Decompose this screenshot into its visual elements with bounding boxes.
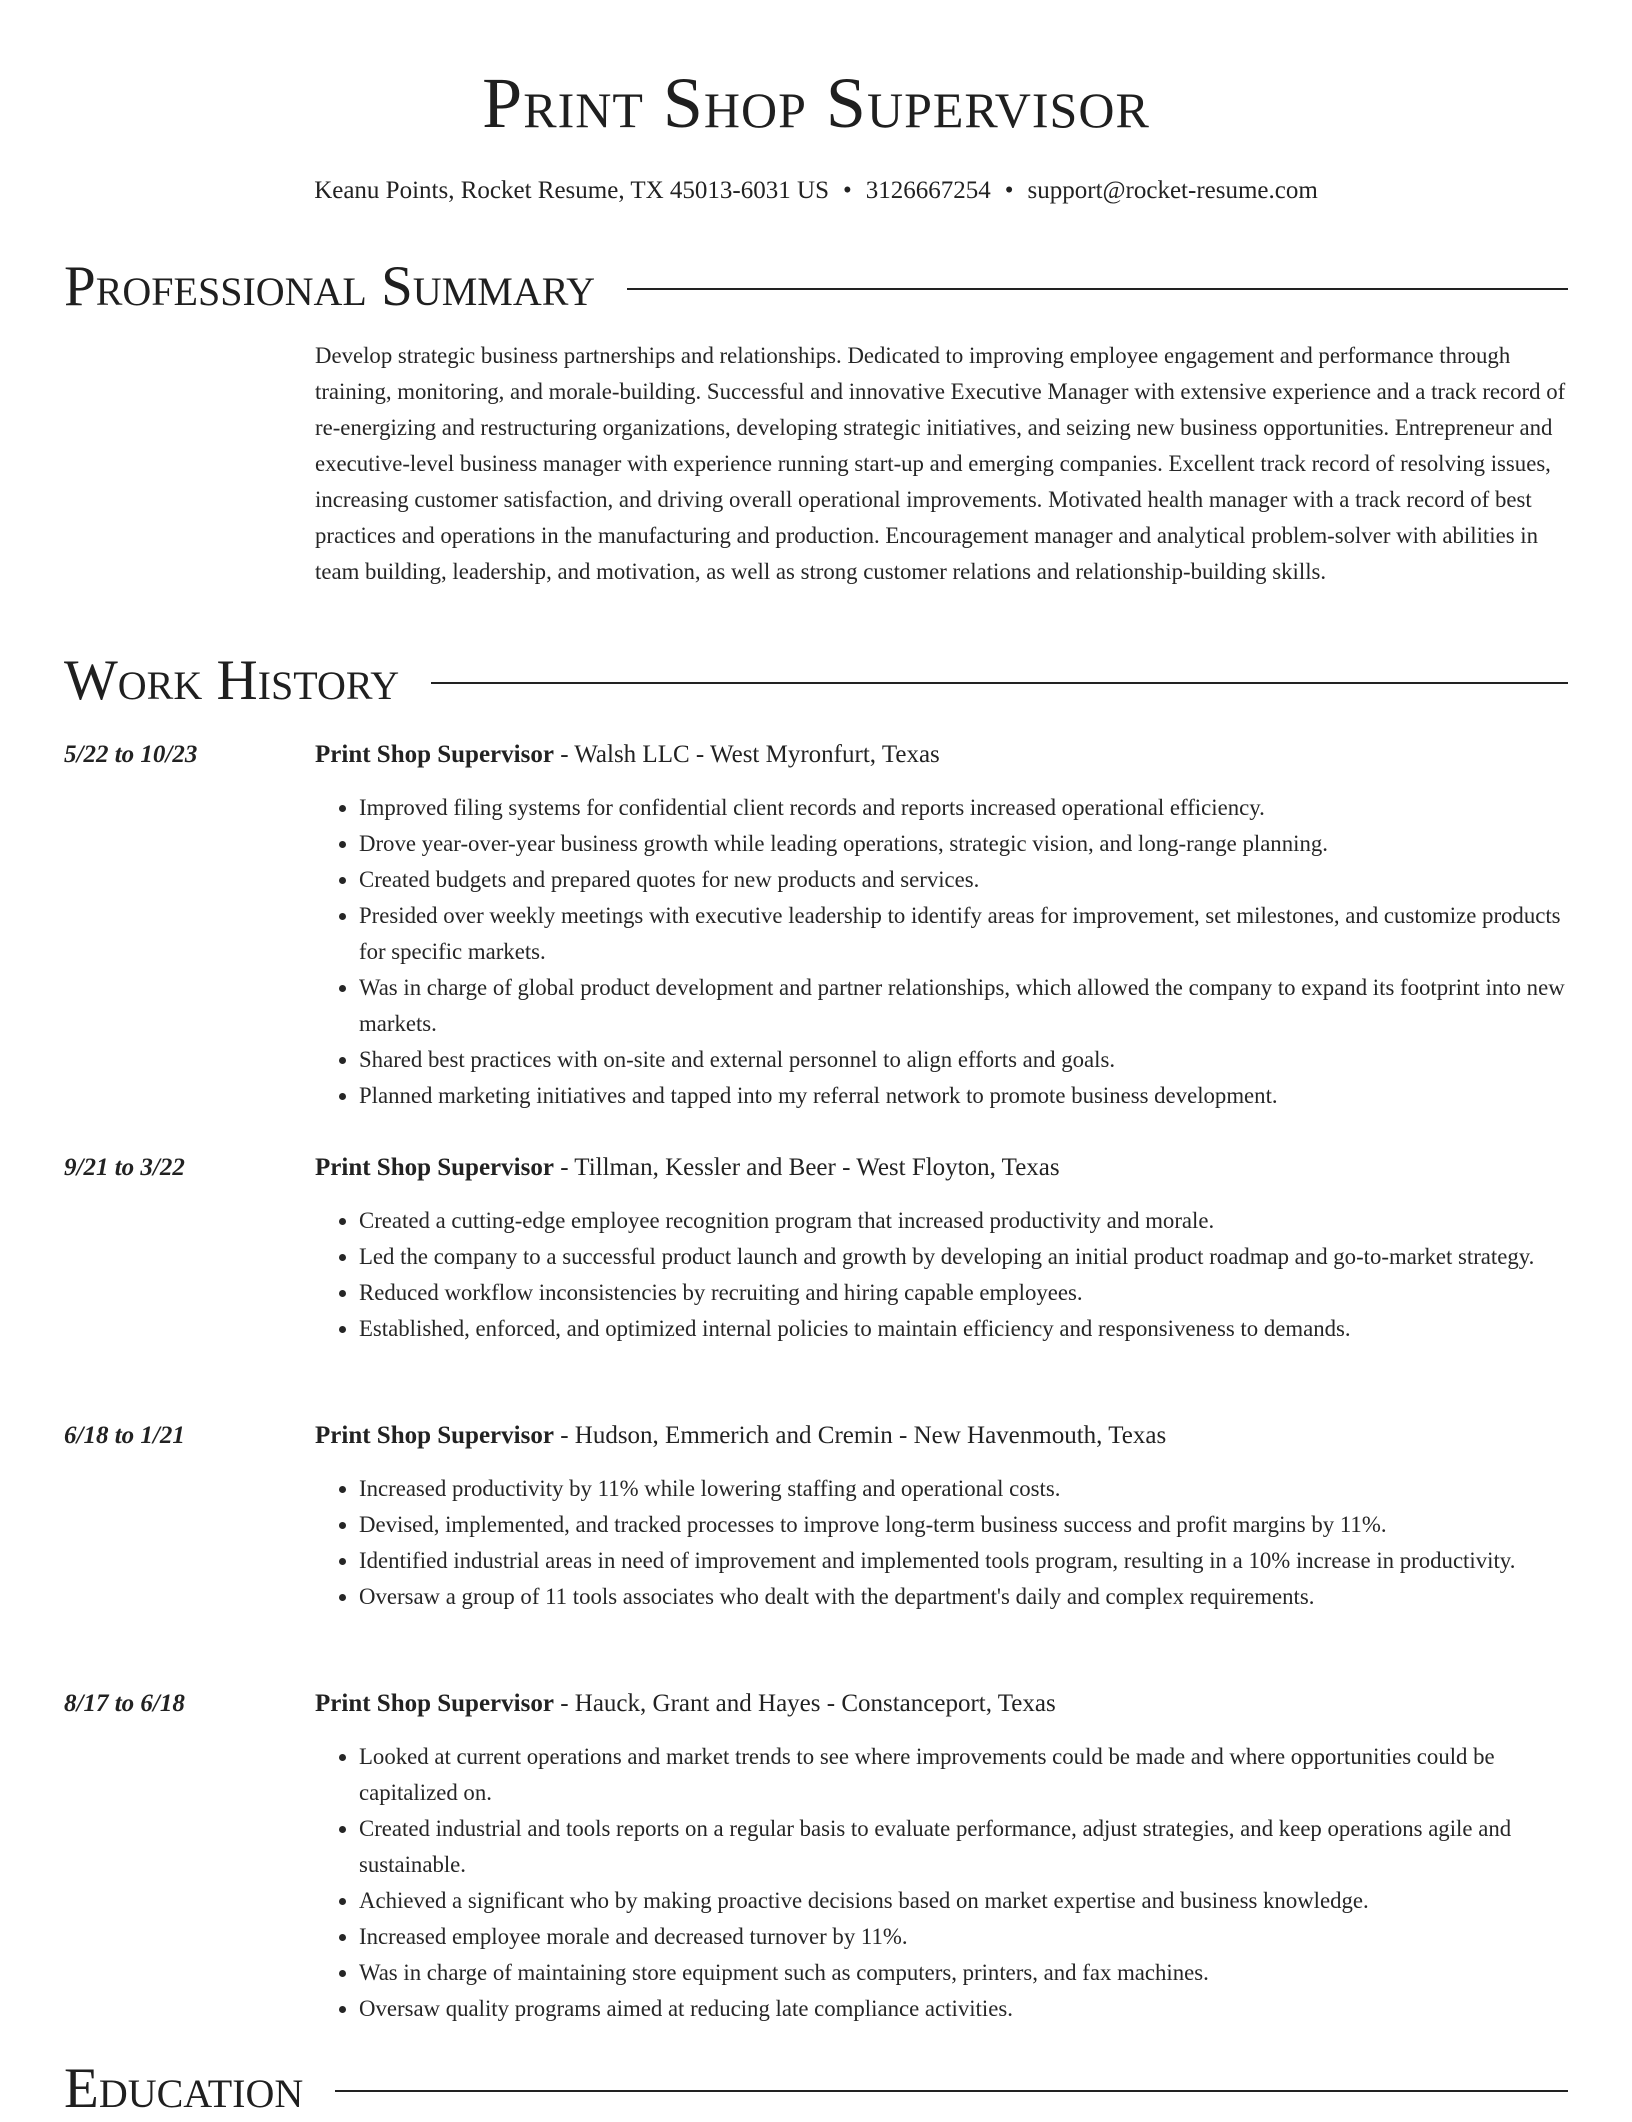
job-dates: 8/17 to 6/18 <box>64 1690 185 1717</box>
summary-text: Develop strategic business partnerships and relationships. Dedicated to improving employee engagement and performance through training, monitoring, and morale-building. Successful and innovative Executive Manager with extensive experience and a track record of re-energizing and restructuring organizations, developing strategic initiatives, and seizing new business opportunities. Entrepreneur and executive-level business manager with experience running start-up and emerging companies. Excellent track record of resolving issues, increasing customer satisfaction, and driving overall operational improvements. Motivated health manager with a track record of best practices and operations in the manufacturing and production. Encouragement manager and analytical problem-solver with abilities in team building, leadership, and motivation, as well as strong customer relations and relationship-building skills. <box>315 343 1566 584</box>
job-bullets <box>315 1471 1568 1615</box>
job-bullet: • Established, enforced, and optimized internal policies to maintain efficiency and responsiveness to demands. <box>359 1311 1568 1347</box>
job-dates: 5/22 to 10/23 <box>64 741 198 768</box>
contact-email: support@rocket-resume.com <box>1027 177 1318 204</box>
job-bullet: • Achieved a significant who by making proactive decisions based on market expertise and business knowledge. <box>359 1883 1568 1919</box>
job-dates: 9/21 to 3/22 <box>64 1154 185 1181</box>
job-bullet: • Oversaw a group of 11 tools associates who dealt with the department's daily and complex requirements. <box>359 1579 1568 1615</box>
job-bullet: • Looked at current operations and market trends to see where improvements could be made and where opportunities could be capitalized on. <box>359 1739 1568 1811</box>
section-divider <box>335 2090 1568 2092</box>
job-role: Print Shop Supervisor <box>315 1154 554 1181</box>
job-employer: - Walsh LLC - West Myronfurt, Texas <box>553 741 940 768</box>
job-bullet: • Shared best practices with on-site and external personnel to align efforts and goals. <box>359 1042 1568 1078</box>
job-heading <box>315 1687 1568 1721</box>
job-employer: - Hauck, Grant and Hayes - Constanceport, Texas <box>553 1690 1056 1717</box>
job-role: Print Shop Supervisor <box>315 1422 554 1449</box>
section-divider <box>431 682 1568 684</box>
job-employer: - Tillman, Kessler and Beer - West Floyton, Texas <box>553 1154 1060 1181</box>
contact-separator: • <box>1004 177 1014 204</box>
job-role: Print Shop Supervisor <box>315 1690 554 1717</box>
job-bullet: • Was in charge of maintaining store equipment such as computers, printers, and fax machines. <box>359 1955 1568 1991</box>
job-bullet: • Increased employee morale and decreased turnover by 11%. <box>359 1919 1568 1955</box>
contact-separator: • <box>842 177 852 204</box>
job-heading <box>315 738 1568 772</box>
job-bullet: • Presided over weekly meetings with executive leadership to identify areas for improvement, set milestones, and customize products for specific markets. <box>359 898 1568 970</box>
section-header-education <box>64 2056 1568 2122</box>
job-bullet: • Devised, implemented, and tracked processes to improve long-term business success and profit margins by 11%. <box>359 1507 1568 1543</box>
job-bullet: • Oversaw quality programs aimed at reducing late compliance activities. <box>359 1991 1568 2027</box>
job-bullets <box>315 790 1568 1114</box>
job-bullet: • Drove year-over-year business growth while leading operations, strategic vision, and long-range planning. <box>359 826 1568 862</box>
contact-address: Keanu Points, Rocket Resume, TX 45013-6031 US <box>314 177 829 204</box>
section-title-work-history: Work History <box>64 649 400 712</box>
resume-title: Print Shop Supervisor <box>482 63 1150 143</box>
job-bullet: • Led the company to a successful product launch and growth by developing an initial product roadmap and go-to-market strategy. <box>359 1239 1568 1275</box>
job-bullet: • Increased productivity by 11% while lowering staffing and operational costs. <box>359 1471 1568 1507</box>
job-heading <box>315 1419 1568 1453</box>
job-heading <box>315 1151 1568 1185</box>
job-bullet: • Identified industrial areas in need of improvement and implemented tools program, resulting in a 10% increase in productivity. <box>359 1543 1568 1579</box>
job-bullet: • Improved filing systems for confidential client records and reports increased operational efficiency. <box>359 790 1568 826</box>
section-title-education: Education <box>64 2057 304 2120</box>
job-bullets <box>315 1739 1568 2027</box>
job-bullet: • Planned marketing initiatives and tapped into my referral network to promote business development. <box>359 1078 1568 1114</box>
job-bullets <box>315 1203 1568 1347</box>
job-bullet: • Reduced workflow inconsistencies by recruiting and hiring capable employees. <box>359 1275 1568 1311</box>
section-divider <box>627 288 1568 290</box>
job-bullet: • Created industrial and tools reports on a regular basis to evaluate performance, adjust strategies, and keep operations agile and sustainable. <box>359 1811 1568 1883</box>
job-bullet: • Was in charge of global product development and partner relationships, which allowed the company to expand its footprint into new markets. <box>359 970 1568 1042</box>
job-role: Print Shop Supervisor <box>315 741 554 768</box>
section-header-work-history <box>64 648 1568 714</box>
section-title-summary: Professional Summary <box>64 255 596 318</box>
contact-line <box>64 174 1568 208</box>
job-bullet: • Created budgets and prepared quotes for new products and services. <box>359 862 1568 898</box>
job-bullet: • Created a cutting-edge employee recognition program that increased productivity and morale. <box>359 1203 1568 1239</box>
contact-phone: 3126667254 <box>865 177 991 204</box>
section-header-summary <box>64 254 1568 320</box>
job-dates: 6/18 to 1/21 <box>64 1422 185 1449</box>
job-employer: - Hudson, Emmerich and Cremin - New Havenmouth, Texas <box>553 1422 1167 1449</box>
